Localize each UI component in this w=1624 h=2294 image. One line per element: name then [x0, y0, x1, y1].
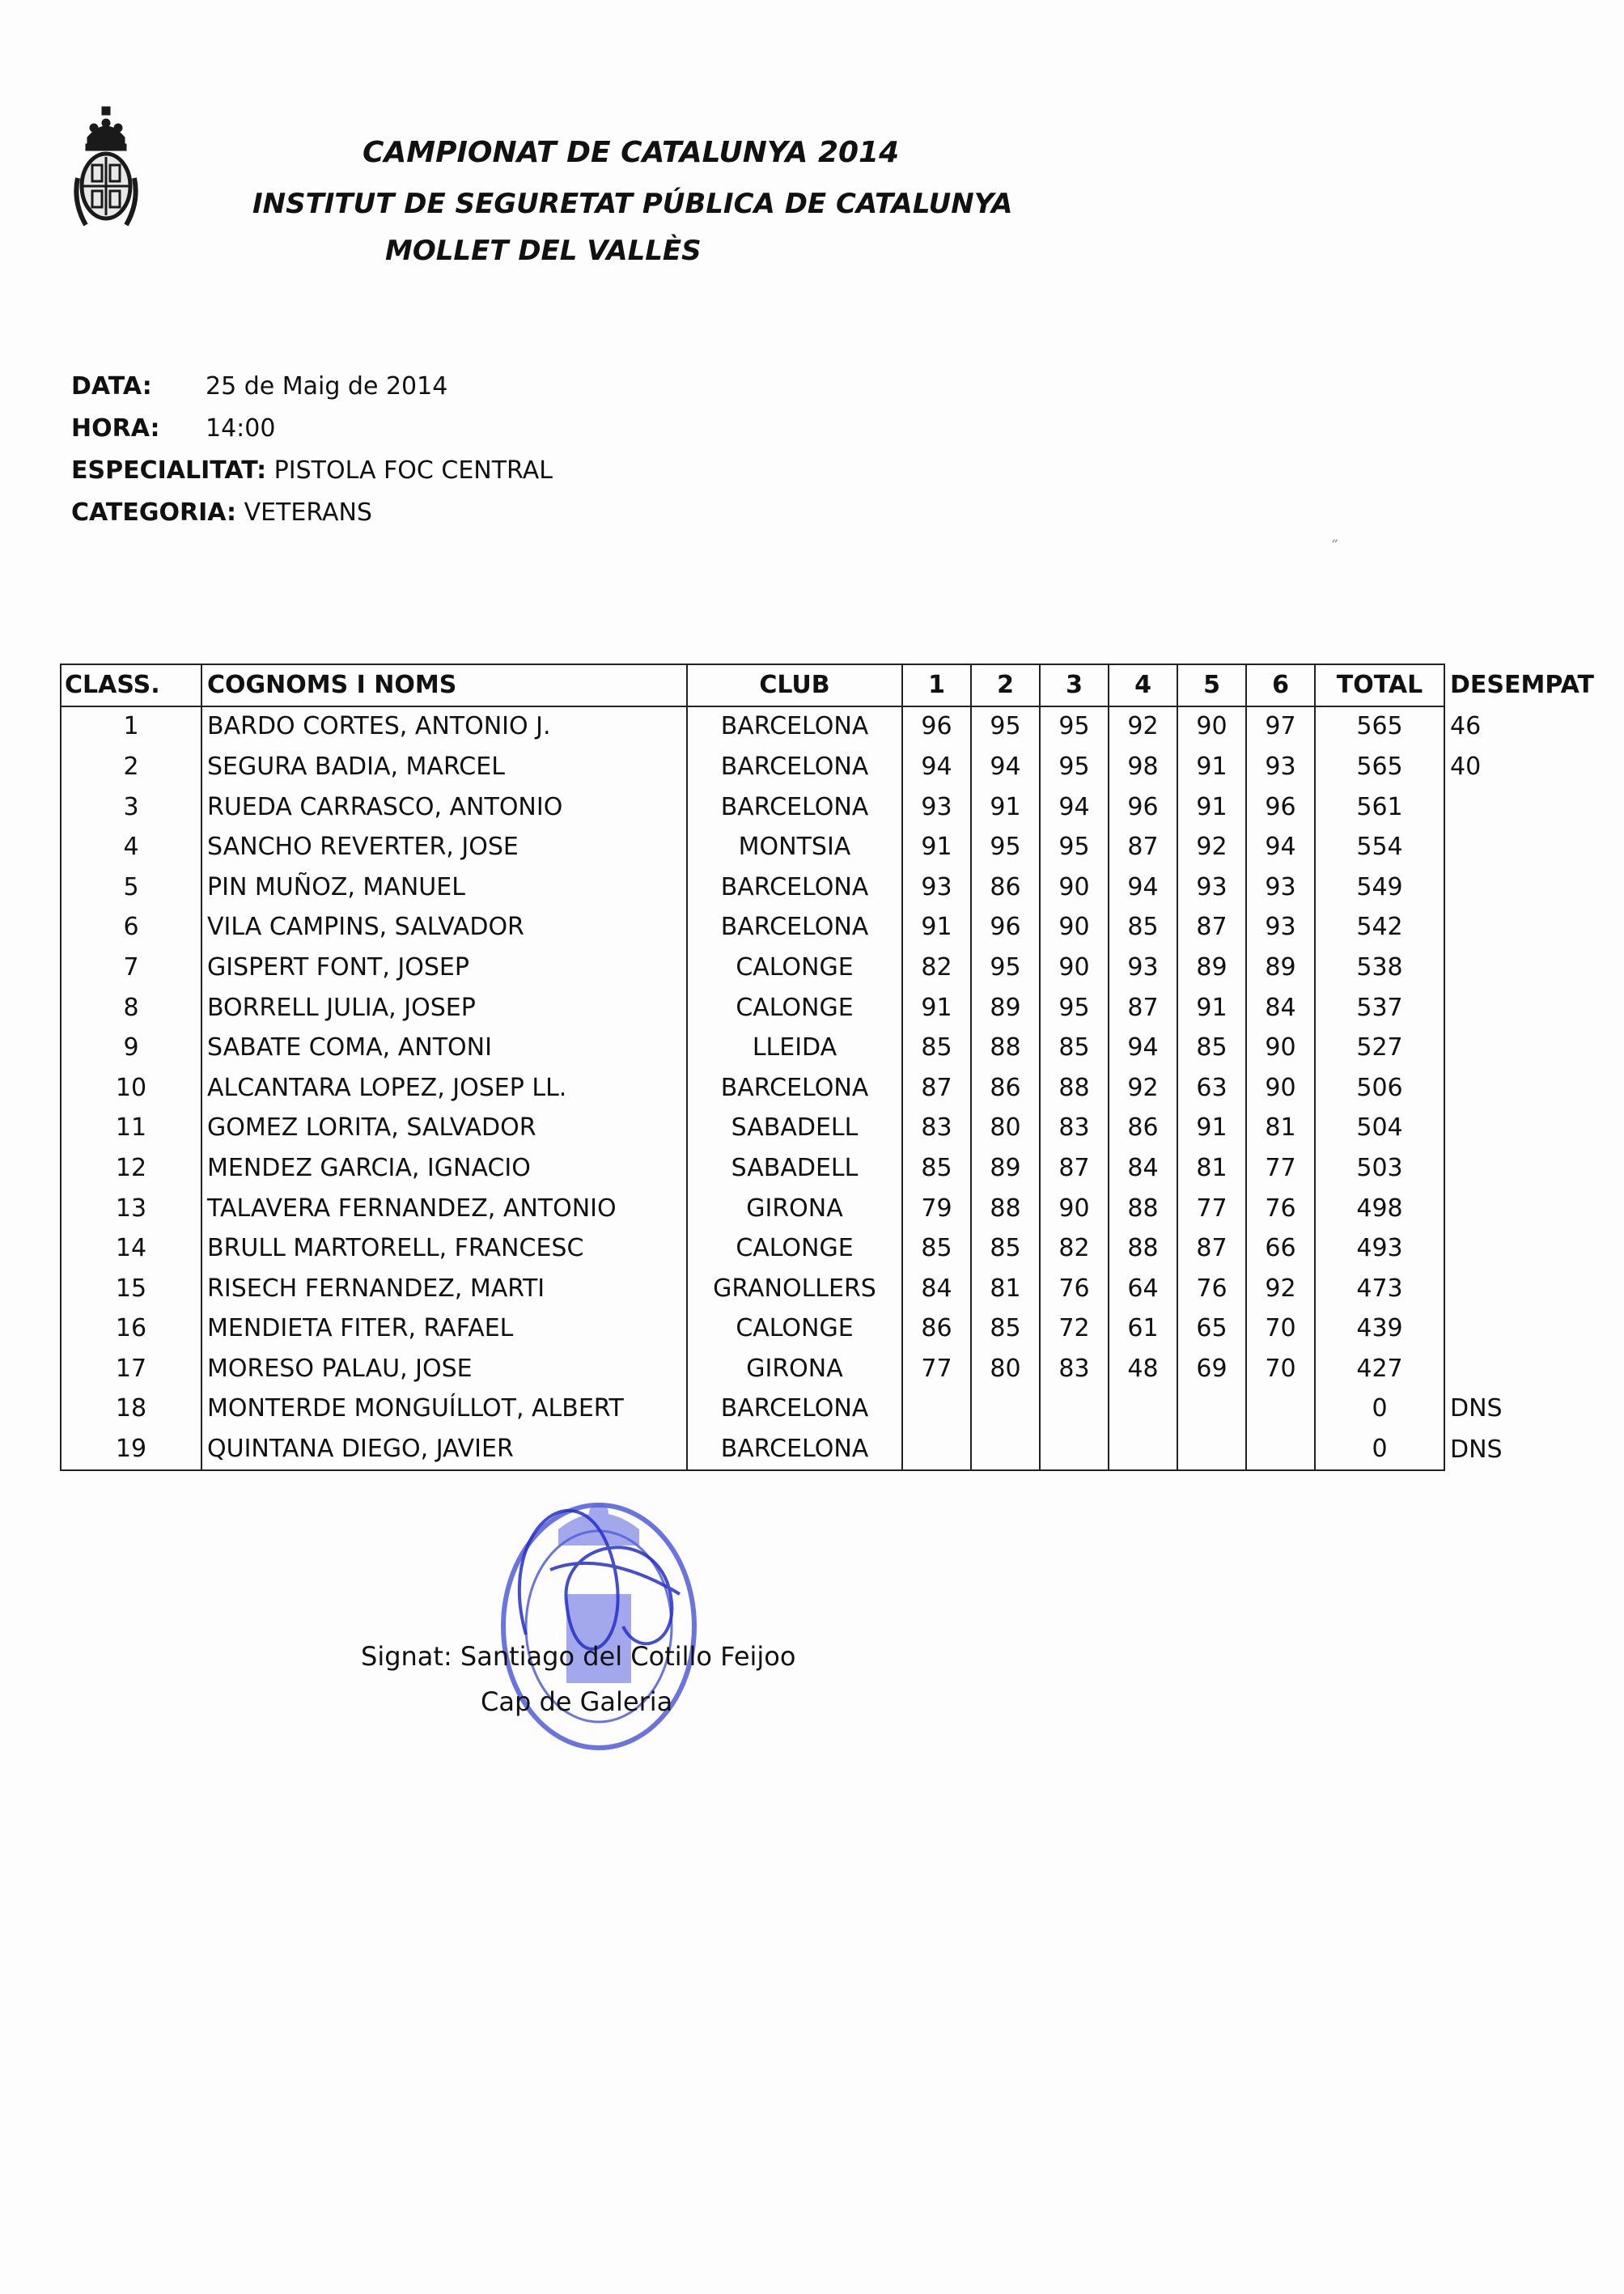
table-row: [61, 1228, 1595, 1269]
cell-series-2: 80: [971, 1109, 1040, 1149]
category-label: CATEGORIA:: [71, 498, 237, 527]
cell-series-3: 85: [1040, 1028, 1109, 1068]
cell-series-3: 90: [1040, 948, 1109, 988]
cell-club: CALONGE: [687, 988, 902, 1028]
category-value: VETERANS: [244, 498, 372, 527]
official-seal-stamp: [477, 1473, 720, 1764]
cell-series-3: 82: [1040, 1228, 1109, 1269]
cell-total: 565: [1315, 747, 1444, 787]
cell-series-6: 94: [1246, 827, 1315, 867]
cell-tiebreak: [1444, 908, 1595, 948]
cell-series-1: 82: [902, 948, 971, 988]
table-row: [61, 948, 1595, 988]
cell-class: 2: [61, 747, 201, 787]
cell-class: 9: [61, 1028, 201, 1068]
cell-class: 12: [61, 1148, 201, 1189]
cell-series-2: 95: [971, 706, 1040, 748]
cell-series-1: 84: [902, 1269, 971, 1309]
cell-series-3: 90: [1040, 867, 1109, 908]
cell-series-4: 98: [1109, 747, 1177, 787]
cell-series-2: 80: [971, 1349, 1040, 1389]
cell-club: CALONGE: [687, 1228, 902, 1269]
cell-series-6: 70: [1246, 1309, 1315, 1350]
cell-total: 506: [1315, 1068, 1444, 1109]
cell-series-6: 66: [1246, 1228, 1315, 1269]
cell-series-5: 76: [1177, 1269, 1246, 1309]
institution-name: INSTITUT DE SEGURETAT PÚBLICA DE CATALUNYA: [252, 188, 1013, 220]
cell-total: 565: [1315, 706, 1444, 748]
cell-name: BRULL MARTORELL, FRANCESC: [201, 1228, 687, 1269]
time-row: [71, 414, 276, 443]
date-row: [71, 372, 448, 401]
table-row: [61, 908, 1595, 948]
cell-series-3: 95: [1040, 827, 1109, 867]
cell-name: MENDEZ GARCIA, IGNACIO: [201, 1148, 687, 1189]
cell-series-3: 72: [1040, 1309, 1109, 1350]
table-header-row: [61, 664, 1595, 706]
cell-series-2: [971, 1389, 1040, 1430]
cell-club: BARCELONA: [687, 706, 902, 748]
cell-series-1: 79: [902, 1189, 971, 1229]
cell-name: QUINTANA DIEGO, JAVIER: [201, 1429, 687, 1470]
cell-tiebreak: [1444, 1148, 1595, 1189]
cell-series-1: [902, 1389, 971, 1430]
cell-series-5: [1177, 1389, 1246, 1430]
cell-total: 537: [1315, 988, 1444, 1028]
cell-series-5: 63: [1177, 1068, 1246, 1109]
cell-series-2: 91: [971, 787, 1040, 828]
cell-series-4: 93: [1109, 948, 1177, 988]
cell-name: MONTERDE MONGUÍLLOT, ALBERT: [201, 1389, 687, 1430]
cell-series-3: 76: [1040, 1269, 1109, 1309]
cell-series-5: 65: [1177, 1309, 1246, 1350]
speciality-value: PISTOLA FOC CENTRAL: [273, 456, 553, 485]
table-row: [61, 1429, 1595, 1470]
cell-series-2: 89: [971, 1148, 1040, 1189]
cell-tiebreak: [1444, 1068, 1595, 1109]
cell-total: 542: [1315, 908, 1444, 948]
cell-series-1: 83: [902, 1109, 971, 1149]
cell-club: LLEIDA: [687, 1028, 902, 1068]
cell-series-2: 85: [971, 1309, 1040, 1350]
date-label: DATA:: [71, 372, 152, 401]
signature-role: Cap de Galeria: [481, 1686, 673, 1717]
cell-tiebreak: [1444, 1189, 1595, 1229]
time-value: 14:00: [206, 414, 276, 443]
cell-club: GRANOLLERS: [687, 1269, 902, 1309]
cell-total: 439: [1315, 1309, 1444, 1350]
cell-class: 3: [61, 787, 201, 828]
cell-name: PIN MUÑOZ, MANUEL: [201, 867, 687, 908]
cell-series-3: 88: [1040, 1068, 1109, 1109]
cell-class: 17: [61, 1349, 201, 1389]
table-row: [61, 827, 1595, 867]
cell-total: 549: [1315, 867, 1444, 908]
cell-series-4: 87: [1109, 988, 1177, 1028]
col-header-total: TOTAL: [1315, 664, 1444, 706]
table-row: [61, 1028, 1595, 1068]
cell-series-5: 90: [1177, 706, 1246, 748]
cell-series-2: 94: [971, 747, 1040, 787]
cell-series-5: 81: [1177, 1148, 1246, 1189]
table-row: [61, 747, 1595, 787]
table-row: [61, 1389, 1595, 1430]
cell-class: 5: [61, 867, 201, 908]
cell-series-6: 93: [1246, 867, 1315, 908]
cell-club: GIRONA: [687, 1349, 902, 1389]
cell-club: SABADELL: [687, 1148, 902, 1189]
cell-series-1: 91: [902, 988, 971, 1028]
cell-class: 14: [61, 1228, 201, 1269]
cell-series-6: 84: [1246, 988, 1315, 1028]
table-row: [61, 1189, 1595, 1229]
cell-series-3: 90: [1040, 908, 1109, 948]
cell-series-2: 81: [971, 1269, 1040, 1309]
cell-series-3: 83: [1040, 1109, 1109, 1149]
col-header-tiebreak: DESEMPAT: [1450, 670, 1594, 699]
cell-total: 473: [1315, 1269, 1444, 1309]
cell-club: CALONGE: [687, 948, 902, 988]
cell-club: CALONGE: [687, 1309, 902, 1350]
cell-club: BARCELONA: [687, 1389, 902, 1430]
cell-class: 7: [61, 948, 201, 988]
cell-series-5: 77: [1177, 1189, 1246, 1229]
cell-series-5: 87: [1177, 1228, 1246, 1269]
cell-total: 493: [1315, 1228, 1444, 1269]
championship-title: CAMPIONAT DE CATALUNYA 2014: [363, 136, 900, 169]
cell-tiebreak: [1444, 1309, 1595, 1350]
cell-total: 0: [1315, 1389, 1444, 1430]
cell-total: 504: [1315, 1109, 1444, 1149]
cell-club: BARCELONA: [687, 867, 902, 908]
results-body: [61, 706, 1595, 1470]
cell-total: 503: [1315, 1148, 1444, 1189]
cell-series-3: 95: [1040, 988, 1109, 1028]
col-header-name: COGNOMS I NOMS: [201, 664, 687, 706]
cell-series-2: 89: [971, 988, 1040, 1028]
cell-series-3: 87: [1040, 1148, 1109, 1189]
table-row: [61, 1109, 1595, 1149]
cell-series-2: 88: [971, 1028, 1040, 1068]
cell-name: SEGURA BADIA, MARCEL: [201, 747, 687, 787]
cell-series-2: 86: [971, 1068, 1040, 1109]
cell-name: ALCANTARA LOPEZ, JOSEP LL.: [201, 1068, 687, 1109]
cell-series-4: [1109, 1429, 1177, 1470]
cell-series-4: 96: [1109, 787, 1177, 828]
cell-series-3: [1040, 1429, 1109, 1470]
cell-series-1: 87: [902, 1068, 971, 1109]
cell-series-1: 86: [902, 1309, 971, 1350]
cell-class: 1: [61, 706, 201, 748]
cell-name: RUEDA CARRASCO, ANTONIO: [201, 787, 687, 828]
cell-name: SANCHO REVERTER, JOSE: [201, 827, 687, 867]
cell-series-4: 64: [1109, 1269, 1177, 1309]
cell-series-1: 96: [902, 706, 971, 748]
cell-series-5: 91: [1177, 787, 1246, 828]
cell-series-6: [1246, 1429, 1315, 1470]
cell-series-1: 77: [902, 1349, 971, 1389]
cell-club: SABADELL: [687, 1109, 902, 1149]
cell-club: GIRONA: [687, 1189, 902, 1229]
cell-series-4: [1109, 1389, 1177, 1430]
cell-tiebreak: [1444, 1109, 1595, 1149]
cell-series-5: 91: [1177, 988, 1246, 1028]
cell-series-2: [971, 1429, 1040, 1470]
cell-series-4: 88: [1109, 1228, 1177, 1269]
table-row: [61, 988, 1595, 1028]
cell-series-2: 95: [971, 827, 1040, 867]
cell-series-4: 86: [1109, 1109, 1177, 1149]
cell-series-4: 94: [1109, 867, 1177, 908]
cell-series-6: 81: [1246, 1109, 1315, 1149]
cell-series-4: 88: [1109, 1189, 1177, 1229]
table-row: [61, 1309, 1595, 1350]
cell-name: RISECH FERNANDEZ, MARTI: [201, 1269, 687, 1309]
results-table: [60, 664, 1596, 1471]
cell-series-6: 92: [1246, 1269, 1315, 1309]
cell-series-6: [1246, 1389, 1315, 1430]
cell-tiebreak: [1444, 867, 1595, 908]
cell-series-1: 91: [902, 827, 971, 867]
cell-series-5: 91: [1177, 1109, 1246, 1149]
cell-tiebreak: 46: [1450, 711, 1482, 740]
cell-series-6: 90: [1246, 1068, 1315, 1109]
table-row: [61, 706, 1595, 748]
cell-series-4: 84: [1109, 1148, 1177, 1189]
cell-tiebreak: DNS: [1450, 1394, 1503, 1423]
cell-series-6: 93: [1246, 747, 1315, 787]
cell-name: GISPERT FONT, JOSEP: [201, 948, 687, 988]
cell-name: BORRELL JULIA, JOSEP: [201, 988, 687, 1028]
col-header-series-5: 5: [1177, 664, 1246, 706]
date-value: 25 de Maig de 2014: [206, 372, 448, 401]
cell-class: 16: [61, 1309, 201, 1350]
speciality-label: ESPECIALITAT:: [71, 456, 267, 485]
cell-class: 10: [61, 1068, 201, 1109]
cell-series-6: 76: [1246, 1189, 1315, 1229]
cell-series-4: 61: [1109, 1309, 1177, 1350]
col-header-series-3: 3: [1040, 664, 1109, 706]
cell-club: BARCELONA: [687, 1429, 902, 1470]
cell-name: SABATE COMA, ANTONI: [201, 1028, 687, 1068]
cell-class: 11: [61, 1109, 201, 1149]
cell-total: 538: [1315, 948, 1444, 988]
cell-name: TALAVERA FERNANDEZ, ANTONIO: [201, 1189, 687, 1229]
cell-tiebreak: [1444, 827, 1595, 867]
event-location: MOLLET DEL VALLÈS: [385, 235, 702, 267]
cell-series-5: 87: [1177, 908, 1246, 948]
category-row: [71, 498, 372, 527]
cell-series-6: 96: [1246, 787, 1315, 828]
cell-tiebreak: [1444, 948, 1595, 988]
cell-class: 18: [61, 1389, 201, 1430]
col-header-series-1: 1: [902, 664, 971, 706]
cell-name: MENDIETA FITER, RAFAEL: [201, 1309, 687, 1350]
col-header-series-4: 4: [1109, 664, 1177, 706]
cell-tiebreak: 40: [1450, 752, 1482, 781]
cell-series-1: 94: [902, 747, 971, 787]
table-row: [61, 1148, 1595, 1189]
cell-class: 19: [61, 1429, 201, 1470]
cell-series-6: 89: [1246, 948, 1315, 988]
cell-total: 561: [1315, 787, 1444, 828]
cell-total: 427: [1315, 1349, 1444, 1389]
cell-series-1: 93: [902, 787, 971, 828]
cell-tiebreak: [1444, 1228, 1595, 1269]
cell-series-4: 85: [1109, 908, 1177, 948]
cell-series-2: 85: [971, 1228, 1040, 1269]
cell-series-5: 69: [1177, 1349, 1246, 1389]
cell-series-3: 95: [1040, 747, 1109, 787]
table-row: [61, 1068, 1595, 1109]
col-header-club: CLUB: [687, 664, 902, 706]
cell-tiebreak: DNS: [1450, 1435, 1503, 1464]
cell-series-2: 86: [971, 867, 1040, 908]
cell-class: 15: [61, 1269, 201, 1309]
cell-total: 498: [1315, 1189, 1444, 1229]
cell-tiebreak: [1444, 787, 1595, 828]
cell-series-2: 96: [971, 908, 1040, 948]
cell-series-4: 92: [1109, 1068, 1177, 1109]
cell-total: 0: [1315, 1429, 1444, 1470]
cell-series-6: 93: [1246, 908, 1315, 948]
cell-tiebreak: [1444, 1269, 1595, 1309]
cell-series-4: 87: [1109, 827, 1177, 867]
cell-series-6: 77: [1246, 1148, 1315, 1189]
cell-series-1: [902, 1429, 971, 1470]
cell-series-3: 83: [1040, 1349, 1109, 1389]
cell-total: 527: [1315, 1028, 1444, 1068]
cell-series-1: 85: [902, 1228, 971, 1269]
cell-club: BARCELONA: [687, 908, 902, 948]
cell-series-5: [1177, 1429, 1246, 1470]
cell-series-4: 94: [1109, 1028, 1177, 1068]
scan-speck: ˝: [1330, 537, 1338, 557]
cell-name: VILA CAMPINS, SALVADOR: [201, 908, 687, 948]
cell-series-1: 91: [902, 908, 971, 948]
cell-series-2: 88: [971, 1189, 1040, 1229]
cell-class: 13: [61, 1189, 201, 1229]
time-label: HORA:: [71, 414, 160, 443]
cell-series-6: 97: [1246, 706, 1315, 748]
cell-name: GOMEZ LORITA, SALVADOR: [201, 1109, 687, 1149]
cell-name: MORESO PALAU, JOSE: [201, 1349, 687, 1389]
cell-series-4: 48: [1109, 1349, 1177, 1389]
cell-series-1: 93: [902, 867, 971, 908]
cell-series-2: 95: [971, 948, 1040, 988]
cell-tiebreak: [1444, 988, 1595, 1028]
cell-class: 8: [61, 988, 201, 1028]
cell-series-3: 94: [1040, 787, 1109, 828]
cell-total: 554: [1315, 827, 1444, 867]
cell-series-5: 93: [1177, 867, 1246, 908]
cell-club: BARCELONA: [687, 1068, 902, 1109]
cell-series-6: 70: [1246, 1349, 1315, 1389]
cell-series-5: 91: [1177, 747, 1246, 787]
cell-tiebreak: [1444, 1028, 1595, 1068]
table-row: [61, 787, 1595, 828]
cell-series-5: 92: [1177, 827, 1246, 867]
cell-series-1: 85: [902, 1148, 971, 1189]
cell-series-3: [1040, 1389, 1109, 1430]
cell-club: BARCELONA: [687, 747, 902, 787]
table-row: [61, 1349, 1595, 1389]
cell-series-3: 95: [1040, 706, 1109, 748]
table-row: [61, 1269, 1595, 1309]
cell-series-1: 85: [902, 1028, 971, 1068]
cell-tiebreak: [1444, 1349, 1595, 1389]
cell-series-5: 89: [1177, 948, 1246, 988]
cell-series-5: 85: [1177, 1028, 1246, 1068]
coat-of-arms-icon: [70, 105, 142, 235]
signature-line: Signat: Santiago del Cotillo Feijoo: [361, 1641, 796, 1672]
speciality-row: [71, 456, 553, 485]
table-row: [61, 867, 1595, 908]
col-header-series-2: 2: [971, 664, 1040, 706]
cell-series-4: 92: [1109, 706, 1177, 748]
cell-club: MONTSIA: [687, 827, 902, 867]
cell-series-3: 90: [1040, 1189, 1109, 1229]
cell-class: 6: [61, 908, 201, 948]
cell-club: BARCELONA: [687, 787, 902, 828]
cell-class: 4: [61, 827, 201, 867]
col-header-class: CLASS.: [61, 664, 201, 706]
col-header-series-6: 6: [1246, 664, 1315, 706]
cell-name: BARDO CORTES, ANTONIO J.: [201, 706, 687, 748]
cell-series-6: 90: [1246, 1028, 1315, 1068]
